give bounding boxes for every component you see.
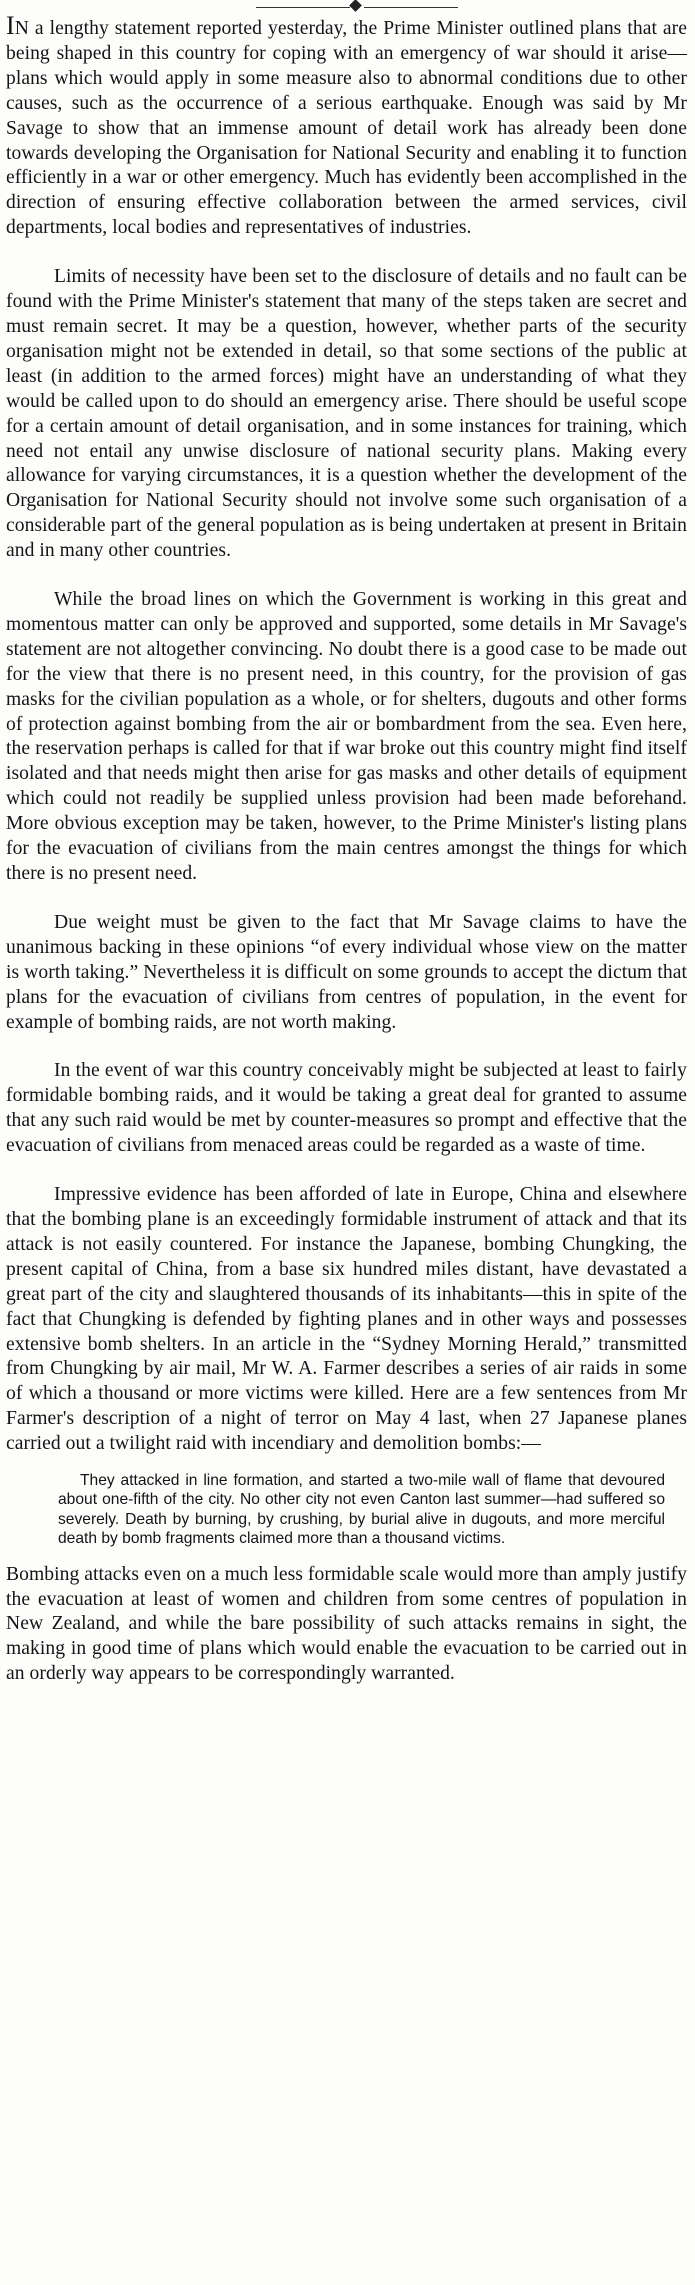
paragraph-3: While the broad lines on which the Government is working in this great and momentous matter can only be approved and supported, some details in Mr Savage's statement are not altogether convincing. No doubt there is a good case to be made out for the view that there is no present need, in this country, for the provision of gas masks for the civilian population as a whole, or for shelters, dugouts and other forms of protection against bombing from the air or bombardment from the sea. Even here, the reservation perhaps is called for that if war broke out this country might find itself isolated and that needs might then arise for gas masks and other details of equipment which could not readily be supplied unless provision had been made beforehand. More obvious exception may be taken, however, to the Prime Minister's listing plans for the evacuation of civilians from the main centres amongst the things for which there is no present need. bbox=[6, 589, 687, 884]
paragraph-1 bbox=[6, 11, 687, 241]
column-head-ornament bbox=[6, 0, 687, 16]
quote-spacer bbox=[6, 1457, 687, 1471]
paragraph-5: In the event of war this country conceivably might be subjected at least to fairly formidable bombing raids, and it would be taking a great deal for granted to assume that any such raid would be met by counter-measures so prompt and effective that the evacuation of civilians from menaced areas could be regarded as a waste of time. bbox=[6, 1060, 687, 1157]
ornament-rule-right bbox=[364, 7, 458, 8]
paragraph-spacer bbox=[6, 1035, 687, 1059]
paragraph-2: Limits of necessity have been set to the disclosure of details and no fault can be found with the Prime Minister's statement that many of the steps taken are secret and must remain secret. It may be a question, however, whether parts of the security organisation might not be extended in detail, so that some sections of the public at least (in addition to the armed forces) might have an understanding of what they would be called upon to do should an emergency arise. There should be useful scope for a certain amount of detail organisation, and in some instances for training, which need not entail any unwise disclosure of national security plans. Making every allowance for varying circumstances, it is a question whether the development of the Organisation for National Security should not involve some such organisation of a considerable part of the general population as is being undertaken at present in Britain and in many other countries. bbox=[6, 266, 687, 562]
diamond-ornament-icon bbox=[349, 0, 362, 12]
paragraph-spacer bbox=[6, 564, 687, 588]
paragraph-1-text: N a lengthy statement reported yesterday, the Prime Minister outlined plans that are being shaped in this country for coping with an emergency of war should it arise—plans which would apply in some measure also to abnormal conditions due to other causes, such as the occurrence of a serious earthquake. Enough was said by Mr Savage to show that an immense amount of detail work has already been done towards developing the Organisation for National Security and enabling it to function efficiently in a war or other emergency. Much has evidently been accomplished in the direction of ensuring effective collaboration between the armed services, civil departments, local bodies and representatives of industries. bbox=[6, 18, 687, 239]
block-quote: They attacked in line formation, and started a two-mile wall of flame that devoured about one-fifth of the city. No other city not even Canton last summer—had suffered so severely. Death by burning, by crushing, by burial alive in dugouts, and more merciful death by bomb fragments claimed more than a thousand victims. bbox=[58, 1472, 665, 1548]
paragraph-6: Impressive evidence has been afforded of late in Europe, China and elsewhere that the bombing plane is an exceedingly formidable instrument of attack and that its attack is not easily countered. For instance the Japanese, bombing Chungking, the present capital of China, from a base six hundred miles distant, have devastated a great part of the city and slaughtered thousands of its inhabitants—this in spite of the fact that Chungking is defended by fighting planes and in other ways and possesses extensive bomb shelters. In an article in the “Sydney Morning Herald,” transmitted from Chungking by air mail, Mr W. A. Farmer describes a series of air raids in some of which a thousand or more victims were killed. Here are a few sentences from Mr Farmer's description of a night of terror on May 4 last, when 27 Japanese planes carried out a twilight raid with incendiary and demolition bombs:— bbox=[6, 1184, 687, 1455]
drop-cap: I bbox=[6, 11, 15, 40]
paragraph-spacer bbox=[6, 1159, 687, 1183]
closing-paragraph: Bombing attacks even on a much less formidable scale would more than amply justify the evacuation at least of women and children from some centres of population in New Zealand, and while the bare possibility of such attacks remains in sight, the making in good time of plans which would enable the evacuation to be carried out in an orderly way appears to be correspondingly warranted. bbox=[6, 1563, 687, 1685]
paragraph-4: Due weight must be given to the fact that Mr Savage claims to have the unanimous backing in these opinions “of every individual whose view on the matter is worth taking.” Nevertheless it is difficult on some grounds to accept the dictum that plans for the evacuation of civilians from centres of population, in the event for example of bombing raids, are not worth making. bbox=[6, 911, 687, 1033]
quote-spacer bbox=[6, 1549, 687, 1563]
ornament-rule-left bbox=[256, 7, 350, 8]
paragraph-spacer bbox=[6, 241, 687, 265]
paragraph-spacer bbox=[6, 887, 687, 911]
